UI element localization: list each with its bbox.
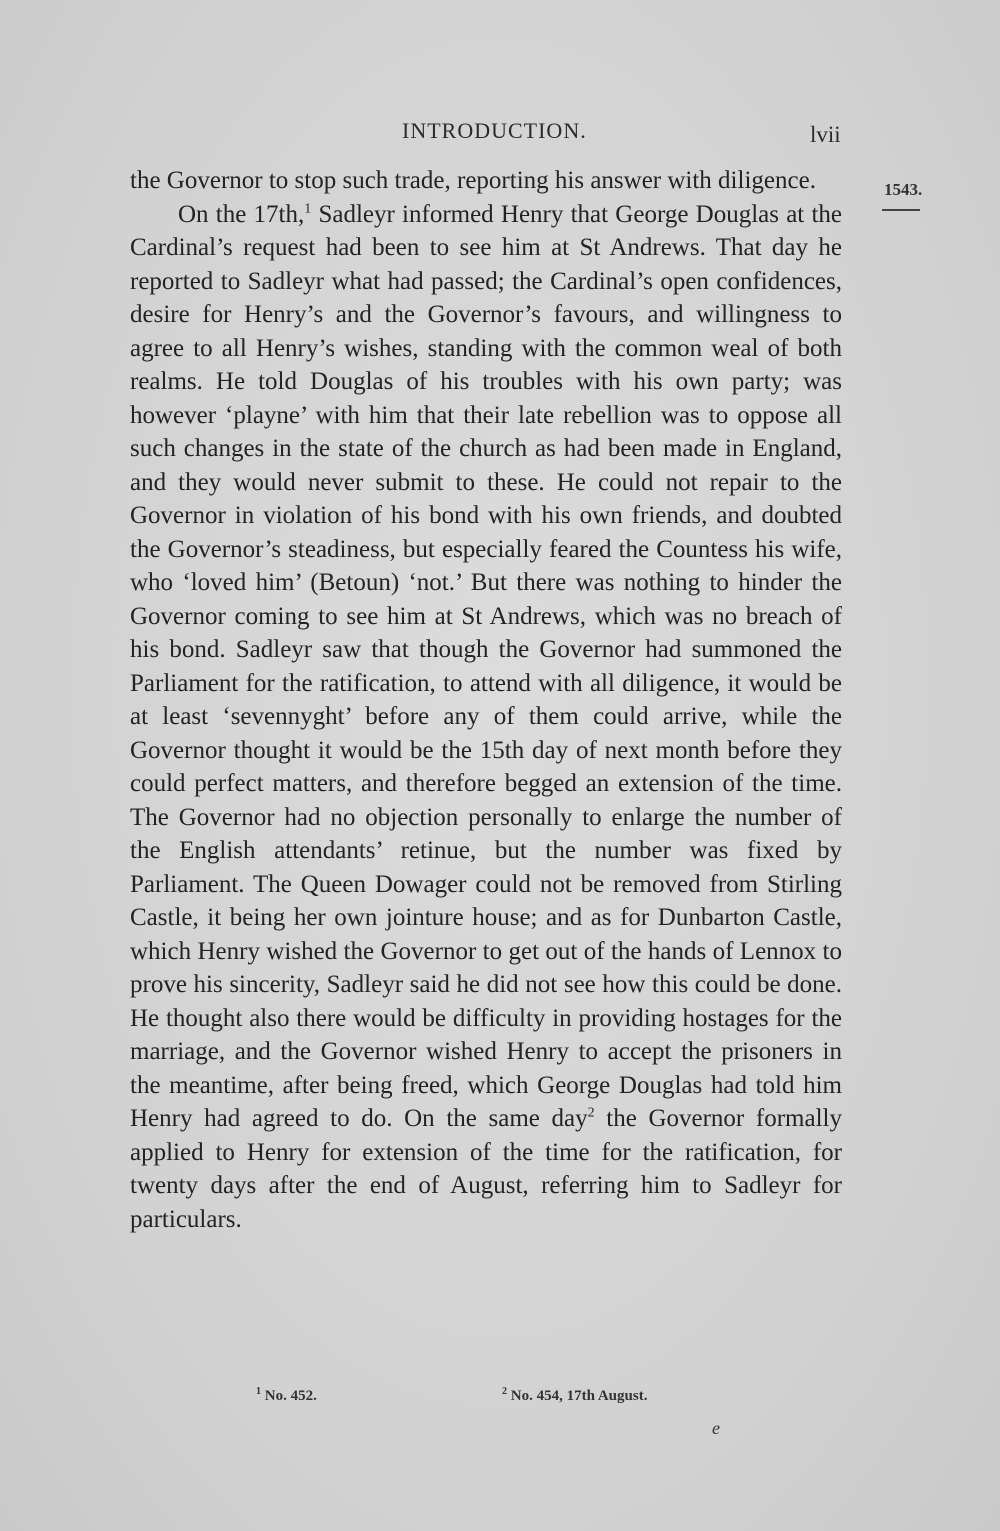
signature-mark: e	[712, 1418, 720, 1438]
page-number: lvii	[810, 122, 841, 147]
footnote-ref-1: 1	[304, 201, 312, 217]
paragraph-2-lead: On the 17th,	[178, 200, 305, 228]
running-head	[130, 112, 850, 152]
margin-rule	[882, 209, 920, 211]
margin-year-note: 1543.	[884, 180, 923, 199]
paragraph-2-tail: the Governor formally applied to Henry for extension of the time for the ratification, for twenty days after the end of August, referring him to Sadleyr for particulars.	[130, 1105, 842, 1233]
paragraph-1: the Governor to stop such trade, reporting his answer with diligence.	[130, 167, 816, 194]
footnote-1-text: No. 452.	[261, 1388, 317, 1404]
footnote-1	[256, 1388, 317, 1405]
paragraph-2-body: Sadleyr informed Henry that George Douglas at the Cardinal’s request had been to see him at St Andrews. That day he reported to Sadleyr what had passed; the Cardinal’s open confidences, desire for Henry’s and the Governor’s favours, and willingness to agree to all Henry’s wishes, standing with the common weal of both realms. He told Douglas of his troubles with his own party; was however ‘playne’ with him that their late rebellion was to oppose all such changes in the state of the church as had been made in England, and they would never submit to these. He could not repair to the Governor in violation of his bond with his own friends, and doubted the Governor’s steadiness, but especially feared the Countess his wife, who ‘loved him’ (Betoun) ‘not.’ But there was nothing to hinder the Governor coming to see him at St Andrews, which was no breach of his bond. Sadleyr saw that though the Governor had summoned the Parliament for the ratification, to attend with all diligence, it would be at least ‘sevennyght’ before any of them could arrive, while the Governor thought it would be the 15th day of next month before they could perfect matters, and therefore begged an extension of the time. The Governor had no objection personally to enlarge the number of the English attendants’ retinue, but the number was fixed by Parliament. The Queen Dowager could not be removed from Stirling Castle, it being her own jointure house; and as for Dunbarton Castle, which Henry wished the Governor to get out of the hands of Lennox to prove his sincerity, Sadleyr said he did not see how this could be done. He thought also there would be difficulty in providing hostages for the marriage, and the Governor wished Henry to accept the prisoners in the meantime, after being freed, which George Douglas had told him Henry had agreed to do. On the same day	[130, 200, 842, 1132]
footnote-2-text: No. 454, 17th August.	[507, 1388, 648, 1404]
paragraph-2	[130, 198, 842, 1237]
footnote-2	[502, 1388, 647, 1405]
running-title: INTRODUCTION.	[402, 118, 587, 143]
footnote-2-mark: 2	[502, 1386, 507, 1397]
body-text	[130, 164, 842, 1236]
footnote-1-mark: 1	[256, 1386, 261, 1397]
footnote-ref-2: 2	[587, 1105, 595, 1121]
footnotes	[0, 1388, 1000, 1418]
